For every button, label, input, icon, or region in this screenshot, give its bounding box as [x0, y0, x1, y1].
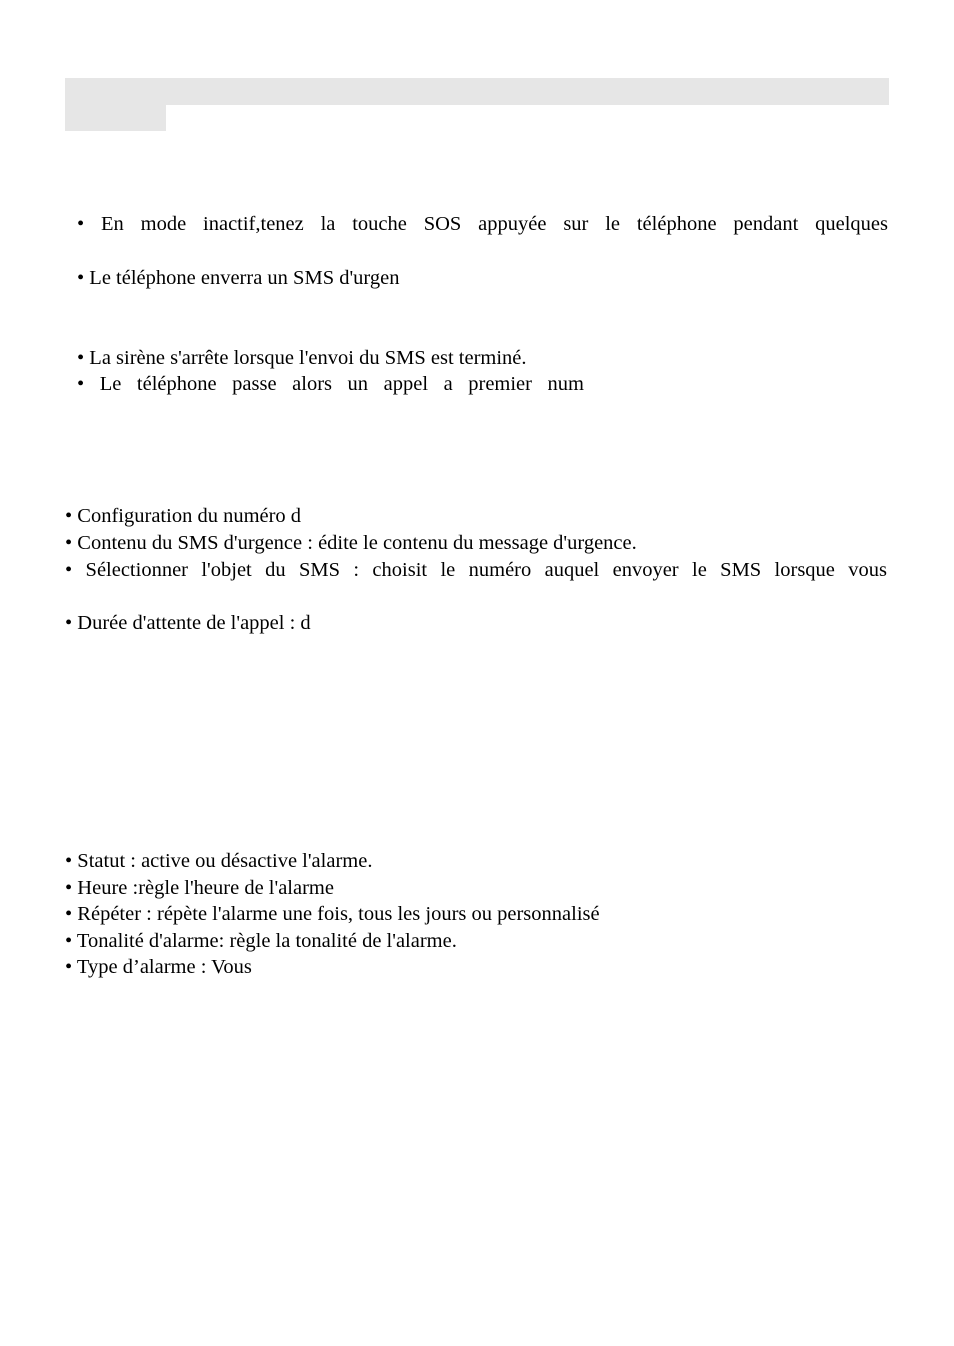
alarm-line-5: • Type d’alarme : Vous: [65, 956, 252, 978]
section-header-bar: [65, 78, 889, 105]
sos-line-1: • En mode inactif,tenez la touche SOS appuyée sur le téléphone pendant quelques: [77, 213, 888, 235]
alarm-line-2: • Heure :règle l'heure de l'alarme: [65, 877, 334, 899]
sos-settings-line-1: • Configuration du numéro d: [65, 505, 302, 527]
alarm-line-3: • Répéter : répète l'alarme une fois, tous les jours ou personnalisé: [65, 903, 600, 925]
sos-settings-line-4: • Durée d'attente de l'appel : d: [65, 612, 311, 634]
sos-settings-line-3: • Sélectionner l'objet du SMS : choisit le numéro auquel envoyer le SMS lorsque vous: [65, 559, 887, 581]
section-header-tab: [65, 105, 166, 131]
sos-settings-line-2: • Contenu du SMS d'urgence : édite le contenu du message d'urgence.: [65, 532, 637, 554]
alarm-line-1: • Statut : active ou désactive l'alarme.: [65, 850, 373, 872]
sos-line-3: • La sirène s'arrête lorsque l'envoi du SMS est terminé.: [77, 347, 527, 369]
sos-line-4: • Le téléphone passe alors un appel a premier num: [77, 373, 584, 395]
alarm-line-4: • Tonalité d'alarme: règle la tonalité de l'alarme.: [65, 930, 457, 952]
sos-line-2: • Le téléphone enverra un SMS d'urgen: [77, 267, 400, 289]
